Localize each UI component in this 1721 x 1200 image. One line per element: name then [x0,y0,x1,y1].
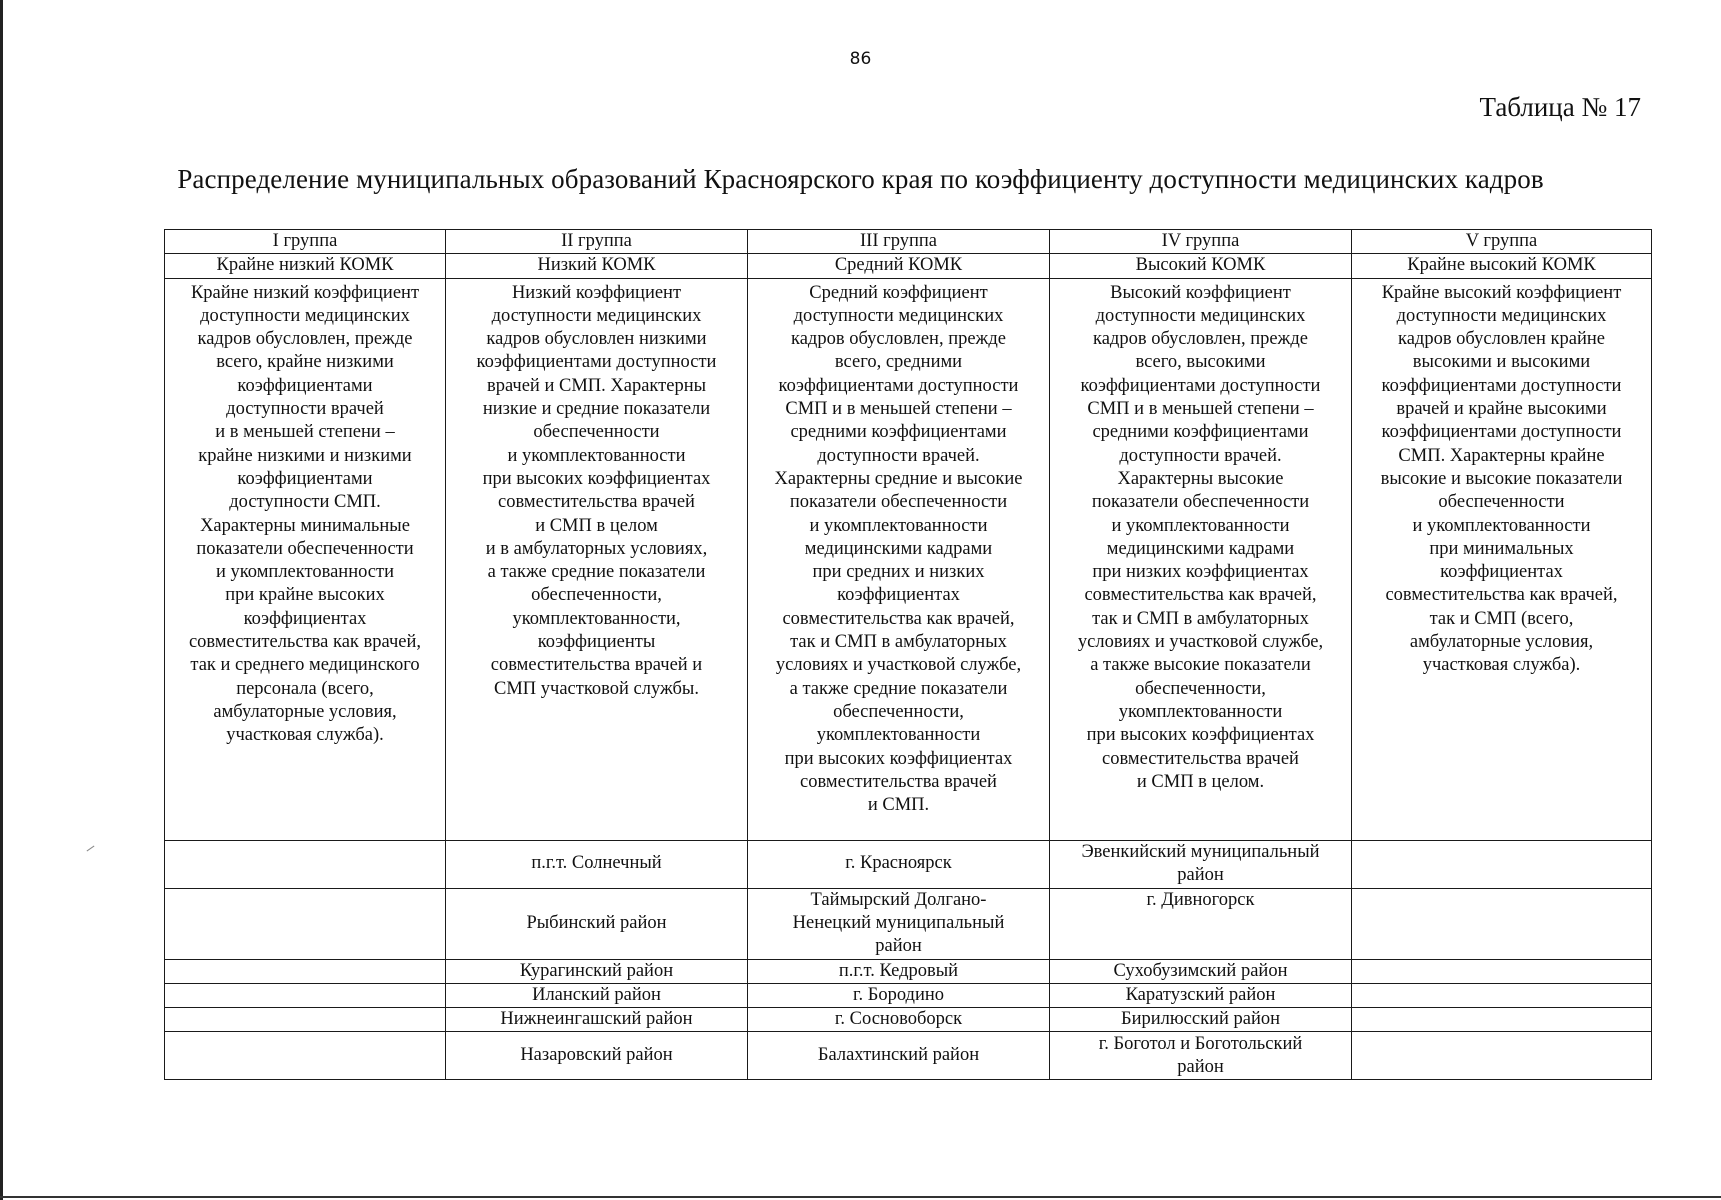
group-header-cell: II группа [446,230,748,254]
table-cell: п.г.т. Солнечный [446,840,748,888]
table-cell [165,888,446,959]
description-cell: Крайне низкий коэффициент доступности медицинских кадров обусловлен, прежде всего, крайне низкими коэффициентами доступности врачей и в меньшей степени – крайне низкими и низкими коэффициентами доступности СМП. Характерны минимальные показатели обеспеченности и укомплектованности при крайне высоких коэффициентах совместительства как врачей, так и среднего медицинского персонала (всего, амбулаторные условия, участковая служба). [165,278,446,840]
table-cell [1352,983,1652,1007]
table-cell: Нижнеингашский район [446,1008,748,1032]
table-cell: г. Красноярск [748,840,1050,888]
table-cell: Балахтинский район [748,1032,1050,1080]
table-cell: Бирилюсский район [1050,1008,1352,1032]
table-cell: Курагинский район [446,959,748,983]
level-header-cell: Средний КОМК [748,254,1050,278]
table-cell: Эвенкийский муниципальный район [1050,840,1352,888]
table-cell: г. Дивногорск [1050,888,1352,959]
table-row [165,959,1652,983]
table-cell: Назаровский район [446,1032,748,1080]
description-cell: Высокий коэффициент доступности медицинских кадров обусловлен, прежде всего, высокими коэффициентами доступности СМП и в меньшей степени – средними коэффициентами доступности врачей. Характерны высокие показатели обеспеченности и укомплектованности медицинскими кадрами при низких коэффициентах совместительства как врачей, так и СМП в амбулаторных условиях и участковой службе, а также высокие показатели обеспеченности, укомплектованности при высоких коэффициентах совместительства врачей и СМП в целом. [1050,278,1352,840]
level-header-cell: Высокий КОМК [1050,254,1352,278]
level-header-cell: Низкий КОМК [446,254,748,278]
table-cell: п.г.т. Кедровый [748,959,1050,983]
table-cell: Рыбинский район [446,888,748,959]
group-header-cell: I группа [165,230,446,254]
table-cell [165,1008,446,1032]
document-title: Распределение муниципальных образований Красноярского края по коэффициенту доступности медицинских кадров [177,164,1544,194]
description-cell: Средний коэффициент доступности медицинских кадров обусловлен, прежде всего, средними коэффициентами доступности СМП и в меньшей степени – средними коэффициентами доступности врачей. Характерны средние и высокие показатели обеспеченности и укомплектованности медицинскими кадрами при средних и низких коэффициентах совместительства как врачей, так и СМП в амбулаторных условиях и участковой службе, а также средние показатели обеспеченности, укомплектованности при высоких коэффициентах совместительства врачей и СМП. [748,278,1050,840]
table-cell: г. Сосновоборск [748,1008,1050,1032]
group-header-cell: IV группа [1050,230,1352,254]
scan-speck [87,846,95,852]
table-row [165,840,1652,888]
table-cell: г. Боготол и Боготольский район [1050,1032,1352,1080]
table-row [165,888,1652,959]
table-cell [1352,888,1652,959]
level-header-cell: Крайне высокий КОМК [1352,254,1652,278]
group-header-cell: III группа [748,230,1050,254]
table-row [165,983,1652,1007]
table-cell: Иланский район [446,983,748,1007]
group-header-row [165,230,1652,254]
distribution-table [164,229,1652,1080]
table-cell: Каратузский район [1050,983,1352,1007]
table-row [165,1032,1652,1080]
description-row [165,278,1652,840]
page-number: 86 [849,49,872,69]
group-header-cell: V группа [1352,230,1652,254]
description-cell: Крайне высокий коэффициент доступности медицинских кадров обусловлен крайне высокими и высокими коэффициентами доступности врачей и крайне высокими коэффициентами доступности СМП. Характерны крайне высокие и высокие показатели обеспеченности и укомплектованности при минимальных коэффициентах совместительства как врачей, так и СМП (всего, амбулаторные условия, участковая служба). [1352,278,1652,840]
table-cell [1352,1008,1652,1032]
table-cell [165,840,446,888]
table-cell [165,959,446,983]
table-row [165,1008,1652,1032]
level-header-row [165,254,1652,278]
table-cell [165,1032,446,1080]
table-cell [1352,1032,1652,1080]
description-cell: Низкий коэффициент доступности медицинских кадров обусловлен низкими коэффициентами доступности врачей и СМП. Характерны низкие и средние показатели обеспеченности и укомплектованности при высоких коэффициентах совместительства врачей и СМП в целом и в амбулаторных условиях, а также средние показатели обеспеченности, укомплектованности, коэффициенты совместительства врачей и СМП участковой службы. [446,278,748,840]
table-cell: Таймырский Долгано- Ненецкий муниципальный район [748,888,1050,959]
scan-edge-bottom [0,1196,1721,1198]
table-cell [165,983,446,1007]
table-number: Таблица № 17 [1479,92,1641,122]
table-cell: Сухобузимский район [1050,959,1352,983]
table-cell [1352,840,1652,888]
table-cell: г. Бородино [748,983,1050,1007]
level-header-cell: Крайне низкий КОМК [165,254,446,278]
table-cell [1352,959,1652,983]
